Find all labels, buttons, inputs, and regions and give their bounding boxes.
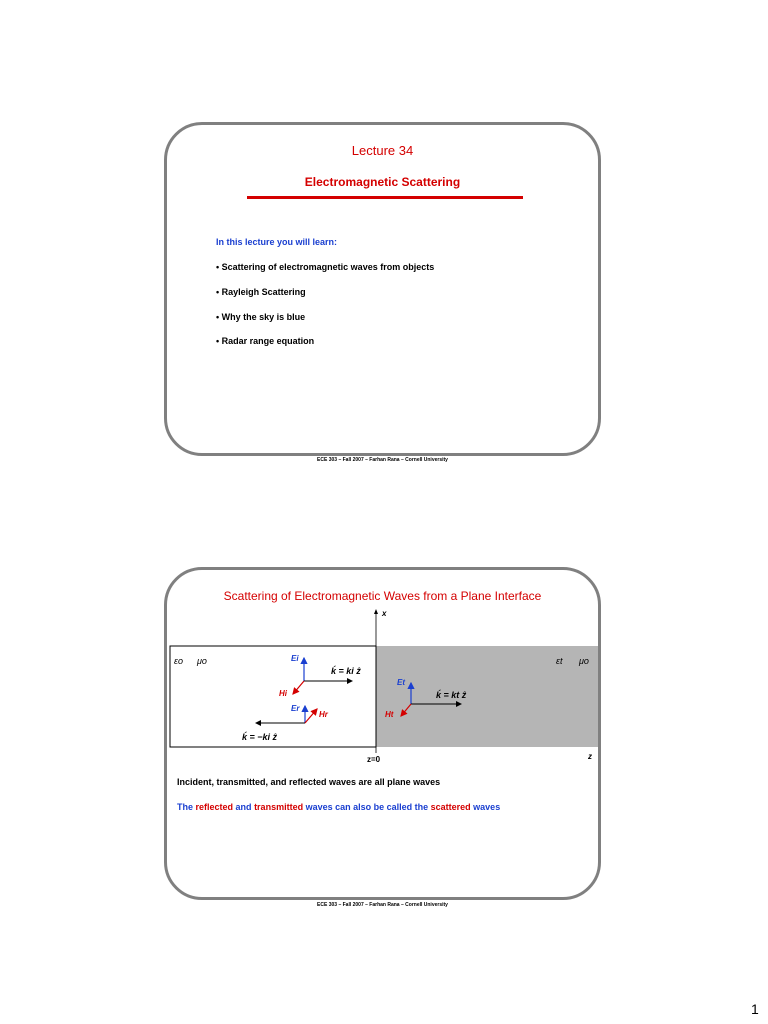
slide-1-footer: ECE 303 – Fall 2007 – Farhan Rana – Cornell University	[317, 457, 448, 463]
slide-1	[164, 122, 601, 456]
axis-z-label: z	[588, 752, 592, 761]
eps-o-label: εo	[174, 656, 183, 666]
eps-t-label: εt	[556, 656, 563, 666]
intro-text: In this lecture you will learn:	[216, 237, 338, 247]
medium-region	[376, 646, 598, 747]
slide-2-title: Scattering of Electromagnetic Waves from a Plane Interface	[223, 589, 542, 603]
er-label: Er	[291, 704, 300, 713]
kt-label: ḱ = kt ẑ	[436, 690, 467, 700]
kr-label: ḱ = −ki ẑ	[242, 732, 278, 742]
slide-2-footer: ECE 303 – Fall 2007 – Farhan Rana – Cornell University	[317, 902, 448, 908]
plane-waves-text: Incident, transmitted, and reflected waves are all plane waves	[177, 777, 441, 787]
interface-diagram	[164, 605, 601, 805]
slide-2	[164, 567, 601, 900]
mu-o-right-label: μo	[579, 656, 589, 666]
transmitted-word: transmitted	[254, 802, 304, 812]
axis-x-label: x	[382, 609, 387, 618]
title-underline	[247, 196, 523, 199]
reflected-word: reflected	[195, 802, 234, 812]
scattered-word: scattered	[430, 802, 471, 812]
ki-label: ḱ = ki ẑ	[331, 666, 361, 676]
bullet-item: • Why the sky is blue	[216, 312, 306, 322]
ei-label: Ei	[291, 654, 299, 663]
slide-1-title: Lecture 34	[351, 143, 414, 158]
x-axis-arrow-icon	[374, 609, 378, 614]
hi-vector-arrow	[293, 681, 304, 694]
hi-label: Hi	[279, 689, 287, 698]
text-part: waves can also be called the	[303, 802, 431, 812]
bullet-item: • Radar range equation	[216, 336, 315, 346]
bullet-item: • Scattering of electromagnetic waves from objects	[216, 262, 435, 272]
mu-o-left-label: μo	[197, 656, 207, 666]
hr-vector-arrow	[305, 709, 317, 723]
text-part: waves	[470, 802, 501, 812]
bullet-item: • Rayleigh Scattering	[216, 287, 306, 297]
ht-label: Ht	[385, 710, 394, 719]
origin-label: z=0	[367, 755, 381, 764]
text-part: The	[177, 802, 196, 812]
scattered-waves-text	[177, 802, 500, 812]
hr-label: Hr	[319, 710, 328, 719]
et-label: Et	[397, 678, 405, 687]
page-number: 1	[751, 1001, 759, 1017]
slide-1-subtitle: Electromagnetic Scattering	[304, 175, 461, 189]
text-part: and	[233, 802, 255, 812]
